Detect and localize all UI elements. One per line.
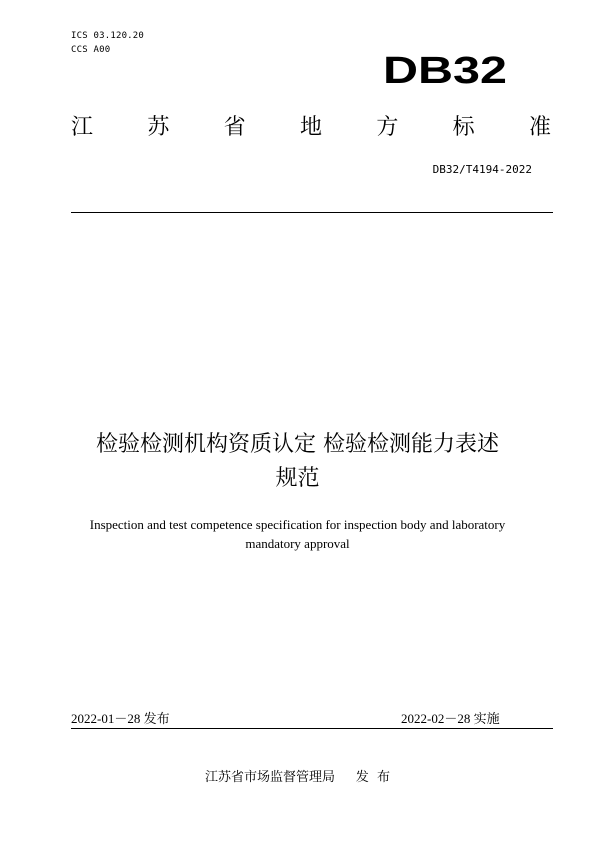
standard-type-char: 苏 — [147, 115, 170, 140]
chinese-title-line: 检验检测机构资质认定 检验检测能力表述 — [96, 432, 499, 457]
standard-type-char: 标 — [452, 115, 475, 140]
header-divider — [71, 212, 553, 213]
standard-type-heading — [71, 114, 551, 142]
db-logo-text: DB32 — [383, 50, 507, 90]
standard-type-char: 方 — [376, 115, 399, 140]
ics-code: ICS 03.120.20 — [71, 31, 145, 41]
db-logo — [383, 50, 509, 90]
english-title-line: Inspection and test competence specification for inspection body and laboratory — [89, 517, 506, 532]
footer-divider — [71, 728, 553, 729]
standard-type-char: 准 — [528, 115, 551, 140]
standard-type-char: 地 — [299, 115, 322, 140]
chinese-title — [40, 428, 555, 496]
standard-type-char: 江 — [71, 115, 94, 140]
english-title-line: mandatory approval — [245, 536, 350, 551]
chinese-title-line: 规范 — [275, 466, 320, 491]
english-title — [60, 515, 535, 553]
implementation-date: 2022-02－28 实施 — [401, 711, 500, 726]
publisher: 江苏省市场监督管理局 发 布 — [205, 770, 390, 785]
ccs-code: CCS A00 — [71, 45, 111, 55]
release-date: 2022-01－28 发布 — [71, 711, 170, 726]
standard-number: DB32/T4194-2022 — [432, 163, 532, 176]
standard-type-char: 省 — [223, 115, 246, 140]
